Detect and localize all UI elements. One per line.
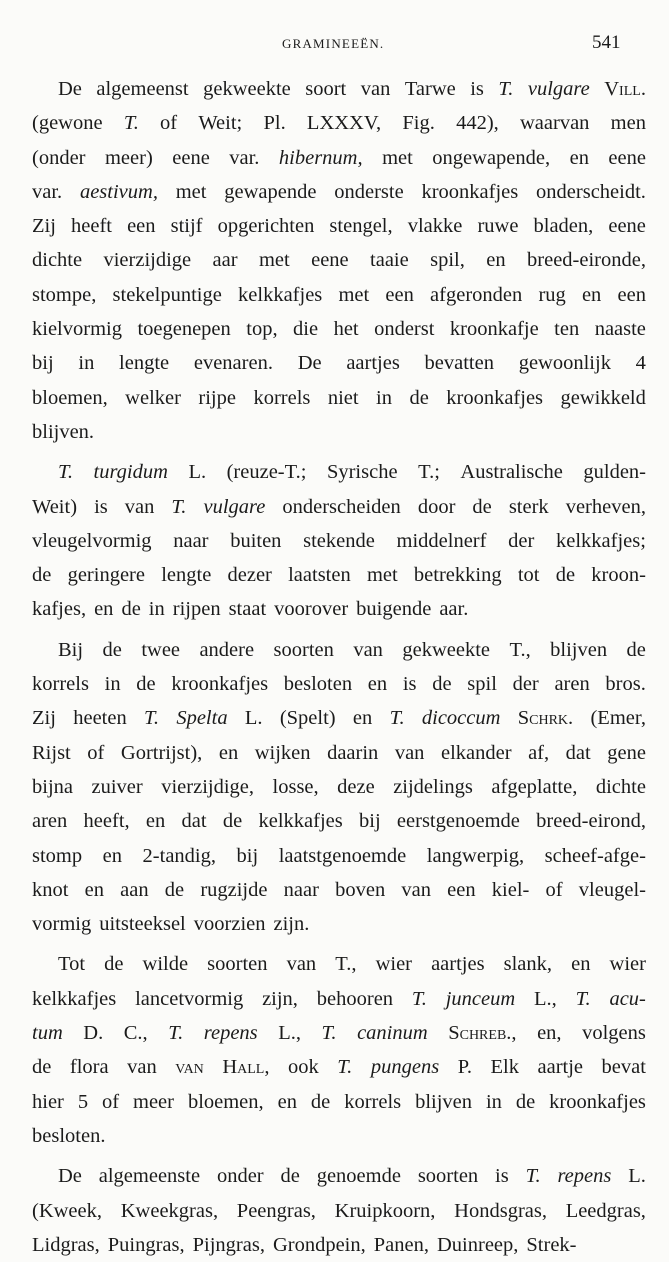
page-number: 541 <box>592 32 621 53</box>
text-line: T. turgidum L. (reuze-T.; Syrische T.; Australische gulden- <box>58 461 646 484</box>
text-line: kafjes, en de in rijpen staat voorover buigende aar. <box>32 598 469 621</box>
text-line: De algemeenst gekweekte soort van Tarwe is T. vulgare Vill. <box>58 78 646 100</box>
text-line: knot en aan de rugzijde naar boven van een kiel- of vleugel- <box>32 878 646 901</box>
text-line: var. aestivum, met gewapende onderste kroonkafjes onderscheidt. <box>32 180 646 203</box>
paragraph <box>32 947 646 1153</box>
text-line: Zij heeft een stijf opgerichten stengel, vlakke ruwe bladen, eene <box>32 215 646 238</box>
text-line: (Kweek, Kweekgras, Peengras, Kruipkoorn, Hondsgras, Leedgras, <box>32 1199 646 1222</box>
text-line: stomp en 2-tandig, bij laatstgenoemde langwerpig, scheef-afge- <box>32 844 646 867</box>
text-line: bloemen, welker rijpe korrels niet in de kroonkafjes gewikkeld <box>32 386 646 409</box>
text-line: korrels in de kroonkafjes besloten en is de spil der aren bros. <box>32 673 646 696</box>
text-line: Lidgras, Puingras, Pijngras, Grondpein, Panen, Duinreep, Strek- <box>32 1233 577 1256</box>
paragraph <box>32 72 646 449</box>
text-line: kelkkafjes lancetvormig zijn, behooren T. junceum L., T. acu- <box>32 987 646 1010</box>
paragraph <box>32 633 646 942</box>
text-line: dichte vierzijdige aar met eene taaie spil, en breed-eironde, <box>32 249 646 272</box>
text-line: de flora van van Hall, ook T. pungens P. Elk aartje bevat <box>32 1056 646 1079</box>
text-line: aren heeft, en dat de kelkkafjes bij eerstgenoemde breed-eirond, <box>32 810 646 833</box>
text-line: Weit) is van T. vulgare onderscheiden door de sterk verheven, <box>32 495 646 518</box>
text-line: Bij de twee andere soorten van gekweekte T., blijven de <box>58 638 646 661</box>
text-line: (onder meer) eene var. hibernum, met ongewapende, en eene <box>32 146 646 169</box>
text-line: vleugelvormig naar buiten stekende middelnerf der kelkkafjes; <box>32 529 646 552</box>
text-line: (gewone T. of Weit; Pl. LXXXV, Fig. 442), waarvan men <box>32 112 646 135</box>
text-line: De algemeenste onder de genoemde soorten is T. repens L. <box>58 1165 646 1188</box>
text-line: hier 5 of meer bloemen, en de korrels blijven in de kroonkafjes <box>32 1090 646 1113</box>
text-line: Zij heeten T. Spelta L. (Spelt) en T. dicoccum Schrk. (Emer, <box>32 707 646 730</box>
text-line: bij in lengte evenaren. De aartjes bevatten gewoonlijk 4 <box>32 352 646 375</box>
text-line: stompe, stekelpuntige kelkkafjes met een afgeronden rug en een <box>32 283 646 306</box>
text-line: bijna zuiver vierzijdige, losse, deze zijdelings afgeplatte, dichte <box>32 775 646 798</box>
text-line: blijven. <box>32 420 95 443</box>
page-header <box>0 32 669 56</box>
text-line: de geringere lengte dezer laatsten met betrekking tot de kroon- <box>32 564 646 587</box>
body-text <box>32 72 646 1262</box>
text-line: vormig uitsteeksel voorzien zijn. <box>32 913 310 936</box>
text-line: kielvormig toegenepen top, die het onderst kroonkafje ten naaste <box>32 318 646 341</box>
text-line: besloten. <box>32 1124 106 1147</box>
text-line: tum D. C., T. repens L., T. caninum Schreb., en, volgens <box>32 1022 646 1045</box>
paragraph <box>32 455 646 626</box>
paragraph <box>32 1159 646 1262</box>
text-line: Tot de wilde soorten van T., wier aartjes slank, en wier <box>58 953 646 976</box>
text-line: Rijst of Gortrijst), en wijken daarin van elkander af, dat gene <box>32 741 646 764</box>
running-title: GRAMINEEËN. <box>282 36 385 51</box>
